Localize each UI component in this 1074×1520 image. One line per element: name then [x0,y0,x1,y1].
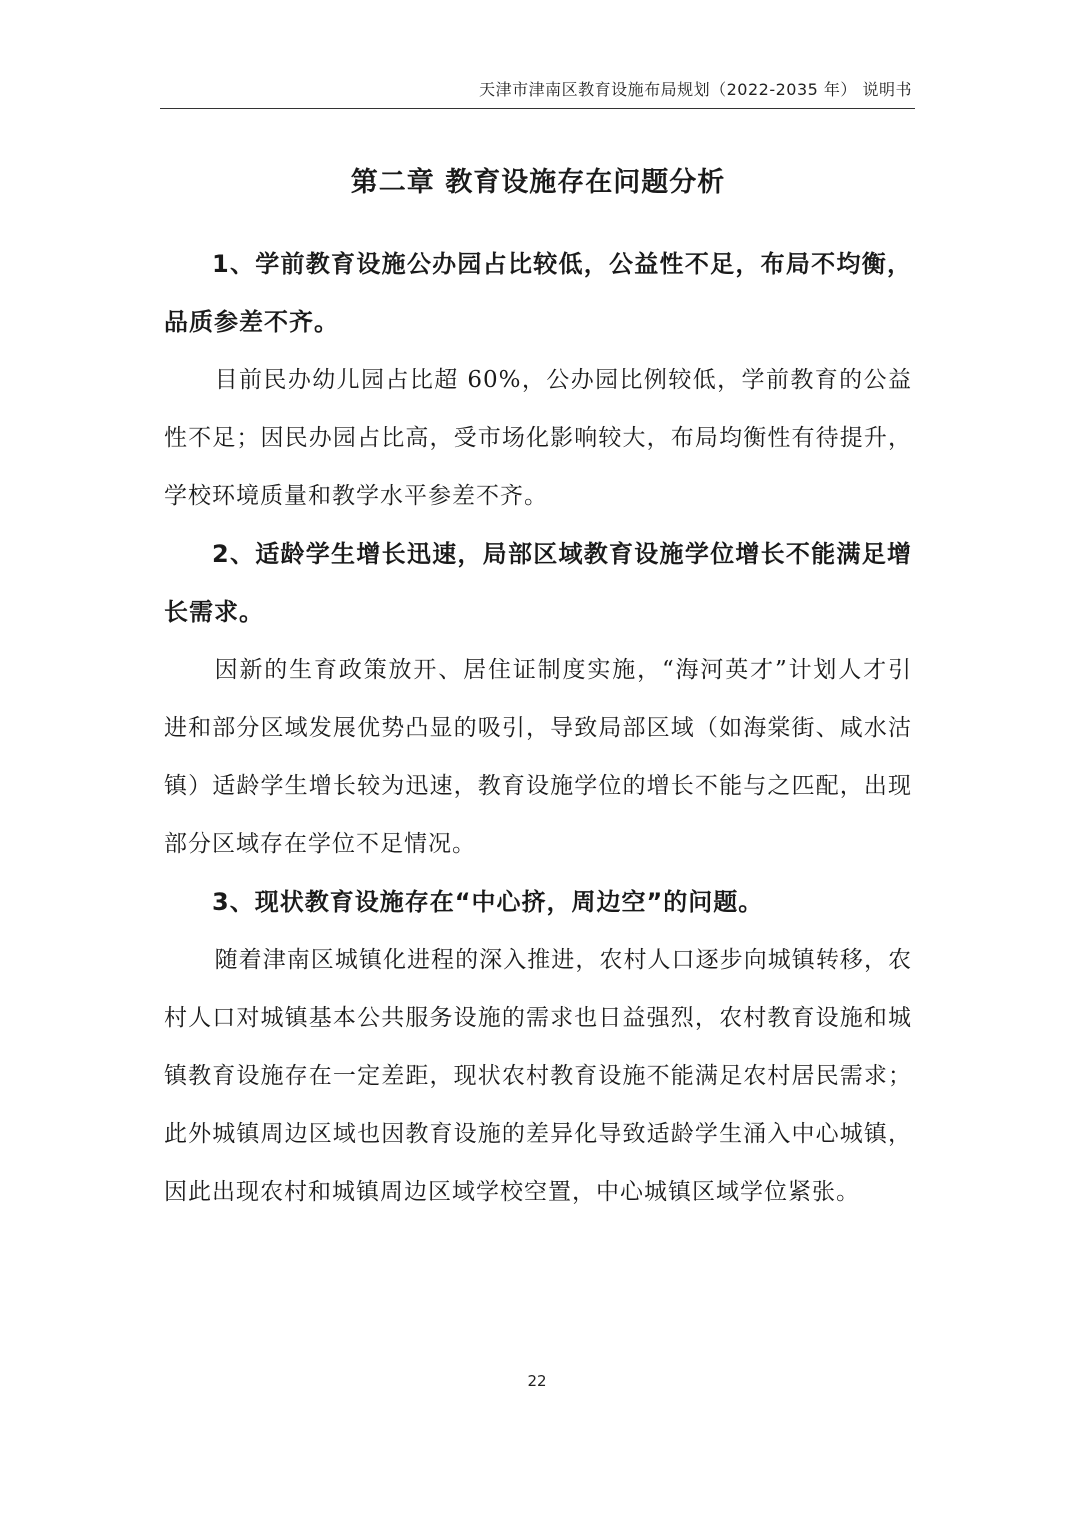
section-paragraph-2: 因新的生育政策放开、居住证制度实施，“海河英才”计划人才引进和部分区域发展优势凸显的吸引，导致局部区域（如海棠街、咸水沽镇）适龄学生增长较为迅速，教育设施学位的增长不能与之匹配，出现部分区域存在学位不足情况。 [164,657,912,857]
section-heading-2: 2、适龄学生增长迅速，局部区域教育设施学位增长不能满足增长需求。 [164,540,912,626]
section-paragraph-1: 目前民办幼儿园占比超 60%，公办园比例较低，学前教育的公益性不足；因民办园占比高，受市场化影响较大，布局均衡性有待提升，学校环境质量和教学水平参差不齐。 [164,367,912,509]
page-body [164,163,912,1221]
header-divider [160,108,915,109]
section-heading-3: 3、现状教育设施存在“中心挤，周边空”的问题。 [212,888,764,916]
chapter-title: 第二章 教育设施存在问题分析 [350,167,726,198]
section-heading-1: 1、学前教育设施公办园占比较低，公益性不足，布局不均衡，品质参差不齐。 [164,250,912,336]
section-paragraph-3: 随着津南区城镇化进程的深入推进，农村人口逐步向城镇转移，农村人口对城镇基本公共服务设施的需求也日益强烈，农村教育设施和城镇教育设施存在一定差距，现状农村教育设施不能满足农村居民需求；此外城镇周边区域也因教育设施的差异化导致适龄学生涌入中心城镇，因此出现农村和城镇周边区域学校空置，中心城镇区域学位紧张。 [164,947,912,1205]
running-header: 天津市津南区教育设施布局规划（2022-2035 年） 说明书 [479,80,912,99]
page-number: 22 [527,1372,547,1390]
